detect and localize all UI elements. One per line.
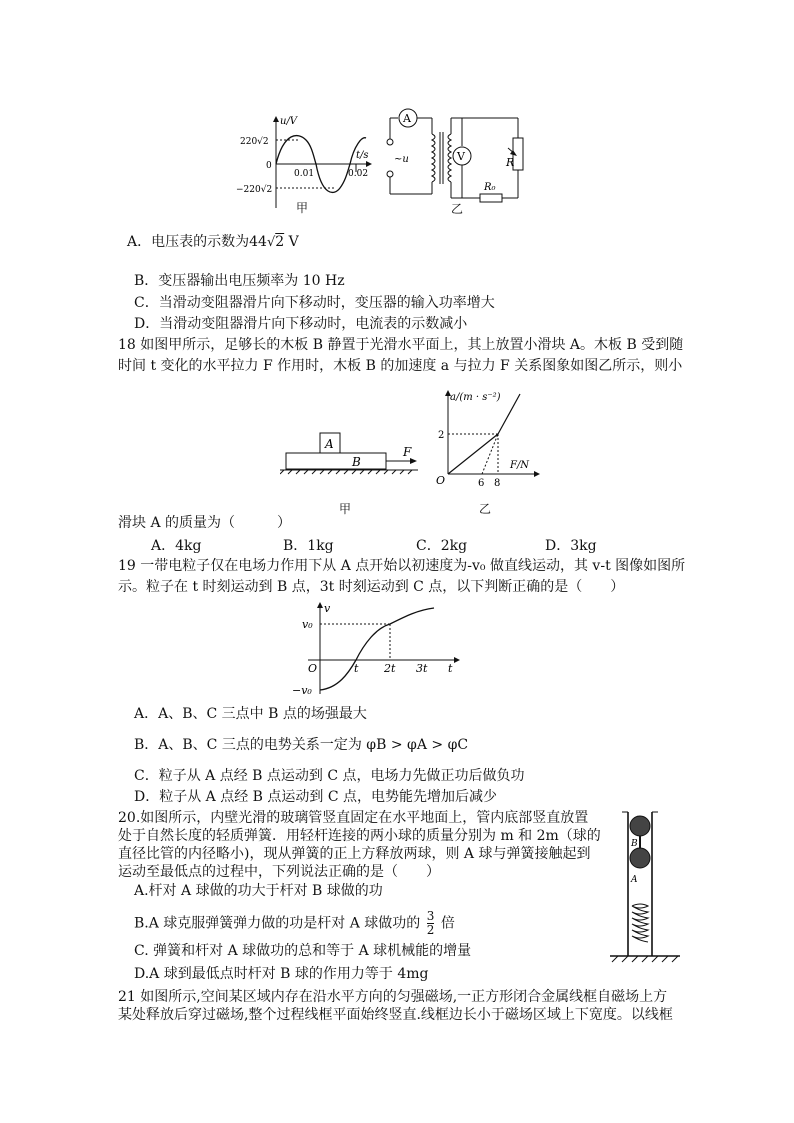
q20-option-a: A.杆对 A 球做的功大于杆对 B 球做的功 [134, 883, 383, 899]
q21-stem-line2: 某处释放后穿过磁场,整个过程线框平面始终竖直.线框边长小于磁场区域上下宽度。以线框 [118, 1007, 673, 1023]
q19-option-d: D．粒子从 A 点经 B 点运动到 C 点，电势能先增加后减少 [134, 789, 498, 805]
x-axis-label: t [448, 662, 453, 675]
q20-stem-line2: 处于自然长度的轻质弹簧．用轻杆连接的两小球的质量分别为 m 和 2m（球的 [118, 828, 601, 844]
ball-a-label: A [631, 875, 638, 885]
acceleration-force-graph [428, 388, 544, 488]
q17-option-b: B．变压器输出电压频率为 10 Hz [134, 273, 345, 289]
ball-b-label: B [631, 839, 638, 849]
x-axis-label: t/s [356, 150, 369, 161]
q20-stem-line1: 20.如图所示，内壁光滑的玻璃管竖直固定在水平地面上，管内底部竖直放置 [118, 810, 589, 826]
fig17-jia-caption: 甲 [296, 201, 309, 215]
source-label: ~u [394, 154, 409, 165]
q20-option-b: B.A 球克服弹簧弹力做的功是杆对 A 球做功的 $\frac{3}{2}$ 倍 [134, 909, 455, 937]
fig18-yi-caption: 乙 [479, 502, 492, 516]
y-tick-bottom: −220√2 [236, 185, 273, 195]
q21-stem-line1: 21 如图所示,空间某区域内存在沿水平方向的匀强磁场,一正方形闭合金属线框自磁场上方 [118, 989, 668, 1005]
v0-label: v₀ [302, 618, 313, 631]
q19-option-a: A．A、B、C 三点中 B 点的场强最大 [134, 706, 367, 722]
x-tick-2: 0.02 [348, 169, 369, 179]
origin-label: O [436, 474, 446, 487]
fig17-yi-caption: 乙 [451, 202, 464, 216]
velocity-time-graph [288, 602, 464, 698]
x-tick-2t: 2t [384, 662, 396, 675]
q19-stem-line1: 19 一带电粒子仅在电场力作用下从 A 点开始以初速度为-v₀ 做直线运动，其 v-t 图像如图所 [118, 558, 686, 574]
q20-option-c: C. 弹簧和杆对 A 球做功的总和等于 A 球机械能的增量 [134, 943, 472, 959]
x-tick-6: 6 [478, 478, 485, 488]
y-tick-zero: 0 [266, 161, 272, 171]
y-tick-2: 2 [438, 430, 445, 441]
q18-option-d: D．3kg [545, 538, 597, 554]
q18-stem-line2: 时间 t 变化的水平拉力 F 作用时，木板 B 的加速度 a 与拉力 F 关系图象如图乙所示，则小 [118, 358, 683, 374]
origin-label: O [308, 662, 318, 675]
x-tick-8: 8 [494, 478, 501, 488]
x-tick-t: t [354, 662, 359, 675]
transformer-circuit [382, 108, 532, 208]
y-axis-label: v [324, 602, 331, 615]
q20-stem-line3: 直径比管的内径略小)，现从弹簧的正上方释放两球，则 A 球与弹簧接触起到 [118, 846, 591, 862]
block-board-diagram [280, 425, 420, 475]
block-a-label: A [325, 437, 334, 451]
tube-spring-diagram [610, 808, 682, 966]
q18-stem-line3: 滑块 A 的质量为（ ） [118, 515, 292, 531]
q20-stem-line4: 运动至最低点的过程中，下列说法正确的是（ ） [118, 864, 440, 880]
resistor-r0-label: R₀ [484, 182, 496, 193]
q18-option-c: C．2kg [416, 538, 468, 554]
q17-option-a: A．电压表的示数为44√2 V [127, 234, 299, 250]
neg-v0-label: −v₀ [292, 684, 312, 697]
q19-option-b: B．A、B、C 三点的电势关系一定为 φB > φA > φC [134, 737, 469, 753]
q18-option-b: B．1kg [283, 538, 334, 554]
x-tick-1: 0.01 [294, 169, 315, 179]
voltmeter-label: V [457, 150, 465, 163]
resistor-r-label: R [506, 156, 515, 169]
q19-option-c: C．粒子从 A 点经 B 点运动到 C 点，电场力先做正功后做负功 [134, 768, 525, 784]
q17-option-d: D．当滑动变阻器滑片向下移动时，电流表的示数减小 [134, 316, 468, 332]
fig18-jia-caption: 甲 [339, 502, 352, 516]
x-axis-label: F/N [510, 460, 530, 471]
y-axis-label: u/V [280, 116, 298, 127]
q17-option-c: C．当滑动变阻器滑片向下移动时，变压器的输入功率增大 [134, 295, 495, 311]
x-tick-3t: 3t [416, 662, 428, 675]
ac-voltage-graph [236, 112, 376, 212]
q18-stem-line1: 18 如图甲所示，足够长的木板 B 静置于光滑水平面上，其上放置小滑块 A。木板 B 受到随 [118, 337, 684, 353]
ammeter-label: A [403, 112, 411, 125]
y-tick-top: 220√2 [240, 137, 269, 147]
y-axis-label: a/(m · s⁻²) [450, 392, 501, 403]
q20-option-d: D.A 球到最低点时杆对 B 球的作用力等于 4mg [134, 966, 429, 982]
board-b-label: B [352, 455, 361, 469]
force-f-label: F [403, 445, 412, 459]
q18-option-a: A．4kg [151, 538, 202, 554]
q19-stem-line2: 示。粒子在 t 时刻运动到 B 点，3t 时刻运动到 C 点，以下判断正确的是（ ） [118, 579, 625, 595]
